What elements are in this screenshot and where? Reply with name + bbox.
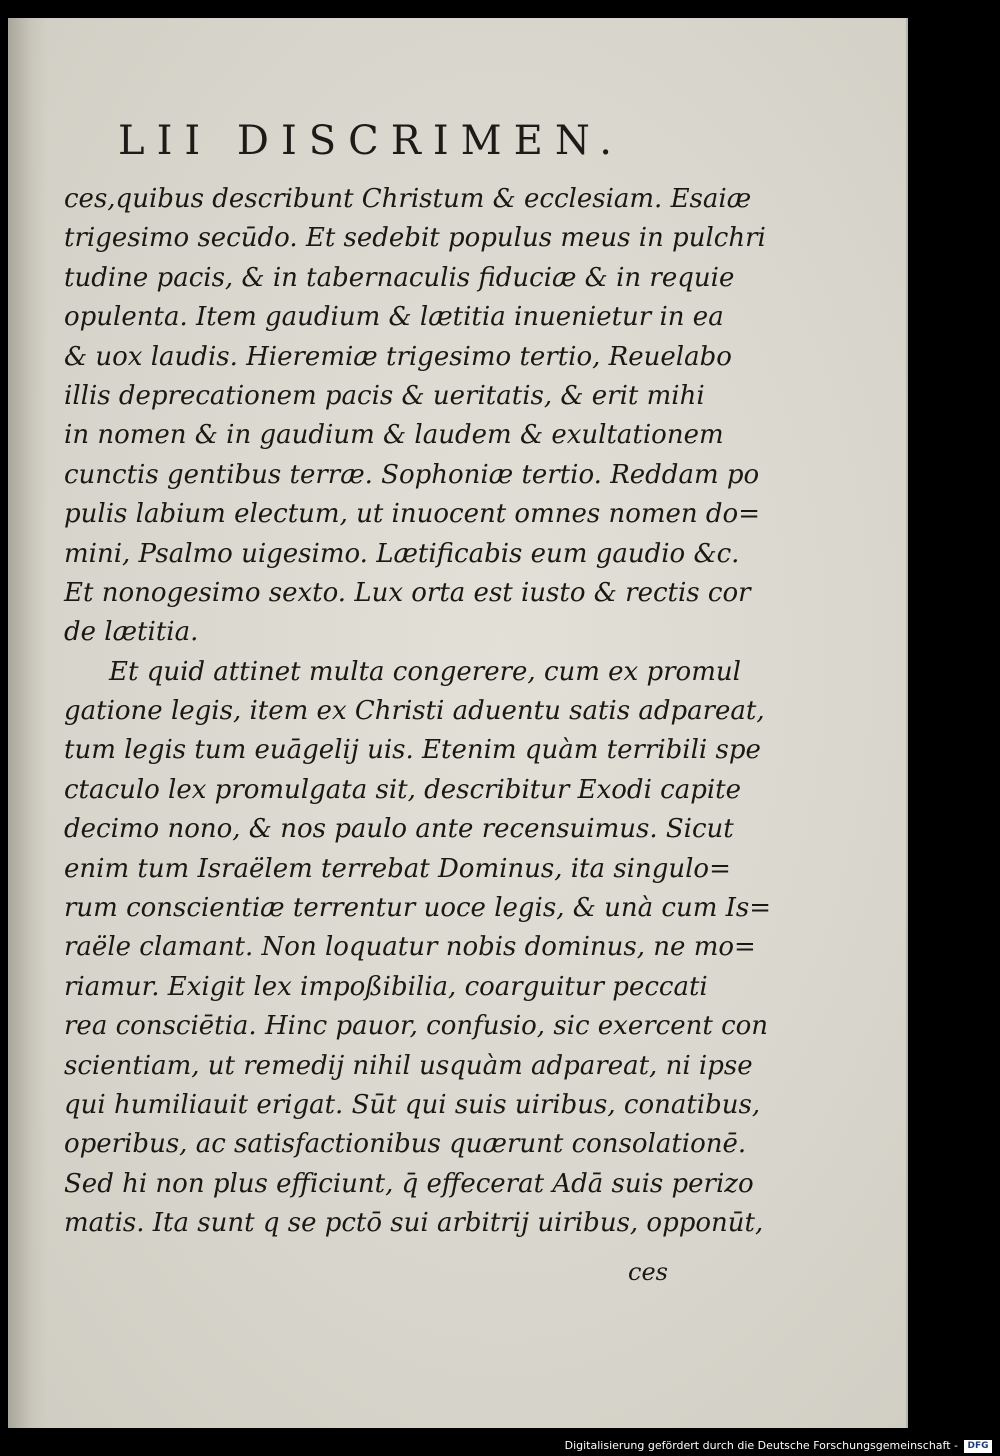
book-page [8, 18, 908, 1428]
text-line: scientiam, ut remedij nihil usquàm adpareat, ni ipse [64, 1050, 753, 1081]
text-line: enim tum Israëlem terrebat Dominus, ita singulo= [64, 853, 731, 884]
text-line: decimo nono, & nos paulo ante recensuimus. Sicut [64, 814, 734, 845]
text-line: gatione legis, item ex Christi aduentu satis adpareat, [64, 696, 765, 727]
catchword: ces [628, 1258, 668, 1286]
text-line: in nomen & in gaudium & laudem & exultationem [64, 420, 724, 451]
digitization-credit: Digitalisierung gefördert durch die Deutsche Forschungsgemeinschaft - [564, 1439, 958, 1452]
text-line: illis deprecationem pacis & ueritatis, & erit mihi [64, 380, 705, 411]
text-line: & uox laudis. Hieremiæ trigesimo tertio, Reuelabo [64, 341, 732, 372]
text-line: operibus, ac satisfactionibus quærunt consolationē. [64, 1129, 747, 1160]
text-line: cunctis gentibus terræ. Sophoniæ tertio. Reddam po [64, 459, 760, 490]
text-line: ces,quibus describunt Christum & ecclesiam. Esaiæ [64, 184, 752, 214]
text-line: de lætitia. [64, 617, 199, 648]
paragraph-start-line: Et quid attinet multa congerere, cum ex promul [109, 656, 741, 687]
text-line: raële clamant. Non loquatur nobis dominus, ne mo= [64, 932, 756, 963]
text-line: rum conscientiæ terrentur uoce legis, & unà cum Is= [64, 893, 772, 924]
text-line: tum legis tum euāgelij uis. Etenim quàm terribili spe [64, 735, 761, 766]
text-line: ctaculo lex promulgata sit, describitur Exodi capite [64, 774, 742, 805]
text-line: matis. Ita sunt q se pctō sui arbitrij uiribus, opponūt, [64, 1208, 764, 1239]
text-line: Et nonogesimo sexto. Lux orta est iusto & rectis cor [64, 577, 751, 608]
text-line: pulis labium electum, ut inuocent omnes nomen do= [64, 499, 760, 530]
dfg-logo: DFG [964, 1440, 992, 1453]
text-line: Sed hi non plus efficiunt, q̄ effecerat Adā suis perizo [64, 1168, 754, 1199]
text-line: qui humiliauit erigat. Sūt qui suis uiribus, conatibus, [64, 1089, 761, 1120]
text-line: trigesimo secūdo. Et sedebit populus meus in pulchri [64, 223, 766, 254]
running-head: LII DISCRIMEN. [118, 118, 624, 164]
text-line: rea consciētia. Hinc pauor, confusio, sic exercent con [64, 1011, 769, 1042]
text-line: mini, Psalmo uigesimo. Lætificabis eum gaudio &c. [64, 538, 740, 569]
text-line: riamur. Exigit lex impoßibilia, coarguitur peccati [64, 971, 708, 1002]
body-text [64, 180, 772, 1244]
text-line: opulenta. Item gaudium & lætitia inuenietur in ea [64, 302, 724, 333]
page-gutter-shadow [8, 18, 48, 1428]
text-line: tudine pacis, & in tabernaculis fiduciæ & in requie [64, 262, 735, 293]
